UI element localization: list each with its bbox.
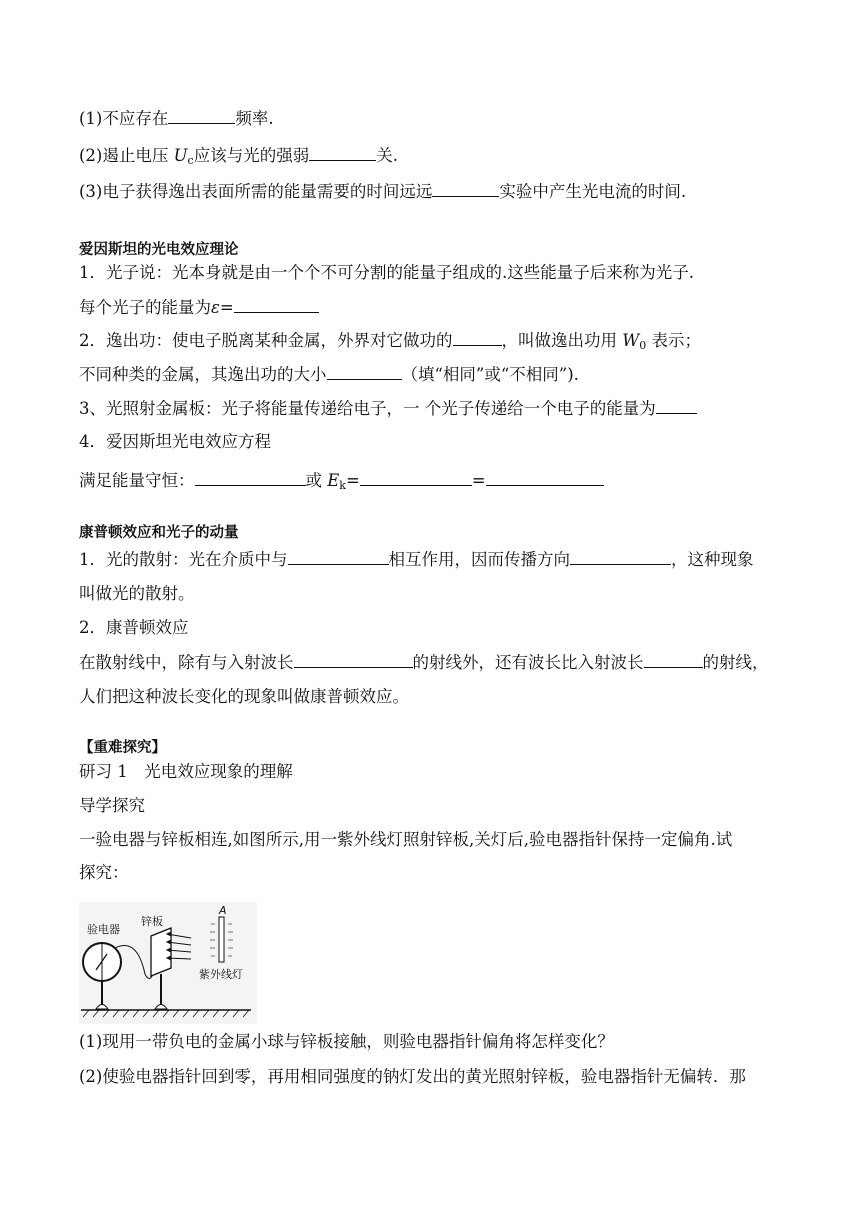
answer-blank[interactable] [309,144,376,161]
section-heading: 【重难探究】 [79,740,166,756]
question: (1)现用一带负电的金属小球与锌板接触，则验电器指针偏角将怎样变化？ [79,1032,614,1051]
section-heading: 康普顿效应和光子的动量 [79,525,239,541]
text: 3、光照射金属板：光子将能量传递给电子，一 个光子传递给一个电子的能量为 [79,399,656,418]
paragraph [79,296,319,319]
paragraph [79,548,754,571]
variable: ε [211,298,220,317]
label-uv-lamp: 紫外线灯 [199,968,243,981]
answer-blank[interactable] [288,548,389,565]
answer-blank[interactable] [486,469,604,486]
text: = [345,471,360,490]
text: 表示； [646,331,701,350]
answer-blank[interactable] [234,296,319,313]
text: ，叫做逸出功用 [501,331,623,350]
subscript: 0 [639,339,647,352]
paragraph: 1．光子说：光本身就是由一个个不可分割的能量子组成的.这些能量子后来称为光子. [79,263,694,282]
answer-blank[interactable] [327,363,402,380]
label-zinc-plate: 锌板 [141,915,163,928]
text: 的射线， [702,653,769,672]
answer-blank[interactable] [453,329,502,346]
paragraph: 一验电器与锌板相连,如图所示,用一紫外线灯照射锌板,关灯后,验电器指针保持一定偏角.试 [79,830,733,849]
answer-blank[interactable] [644,651,703,668]
subscript: k [339,479,346,492]
variable: E [327,471,340,490]
text: 2．逸出功：使电子脱离某种金属，外界对它做功的 [79,331,453,350]
text: （填“相同”或“不相同”). [401,365,579,384]
paragraph: 4．爱因斯坦光电效应方程 [79,432,271,451]
text: = [471,471,486,490]
electroscope-figure [79,902,257,1024]
text: (2)遏止电压 [79,146,174,165]
text: 或 [305,471,328,490]
label-a: A [219,904,227,917]
text: 频率. [235,109,274,128]
paragraph: 2．康普顿效应 [79,618,189,637]
paragraph: 探究： [79,863,129,882]
paragraph [79,651,769,674]
paragraph [79,469,604,492]
text: 关. [376,146,398,165]
variable: W [622,331,640,350]
text: = [219,298,234,317]
question-line-3 [79,180,686,203]
text: 相互作用，因而传播方向 [388,550,570,569]
question: (2)使验电器指针回到零，再用相同强度的钠灯发出的黄光照射锌板，验电器指针无偏转．那 [79,1067,746,1086]
answer-blank[interactable] [570,548,671,565]
text: (3)电子获得逸出表面所需的能量需要的时间远远 [79,182,433,201]
topic-title: 研习 1 光电效应现象的理解 [79,762,293,781]
subscript: c [187,154,194,167]
text: 每个光子的能量为 [79,298,211,317]
paragraph [79,363,579,386]
paragraph [79,329,701,352]
answer-blank[interactable] [168,107,235,124]
question-line-2 [79,144,398,167]
paragraph [79,397,697,420]
text: 满足能量守恒： [79,471,195,490]
text: (1)不应存在 [79,109,169,128]
question-line-1 [79,107,274,130]
answer-blank[interactable] [360,469,472,486]
text: 在散射线中，除有与入射波长 [79,653,294,672]
answer-blank[interactable] [195,469,306,486]
answer-blank[interactable] [432,180,499,197]
paragraph: 叫做光的散射。 [79,584,195,603]
answer-blank[interactable] [294,651,413,668]
text: 实验中产生光电流的时间. [499,182,687,201]
zinc-plate-icon [151,928,171,976]
text: 不同种类的金属，其逸出功的大小 [79,365,327,384]
section-heading: 爱因斯坦的光电效应理论 [79,242,239,258]
answer-blank[interactable] [656,397,697,414]
label-electroscope: 验电器 [87,923,120,936]
text: ，这种现象 [671,550,754,569]
subheading: 导学探究 [79,796,145,815]
variable: U [173,146,188,165]
text: 的射线外，还有波长比入射波长 [412,653,644,672]
text: 应该与光的强弱 [193,146,310,165]
text: 1．光的散射：光在介质中与 [79,550,288,569]
paragraph: 人们把这种波长变化的现象叫做康普顿效应。 [79,687,409,706]
uv-lamp-icon [219,917,224,962]
